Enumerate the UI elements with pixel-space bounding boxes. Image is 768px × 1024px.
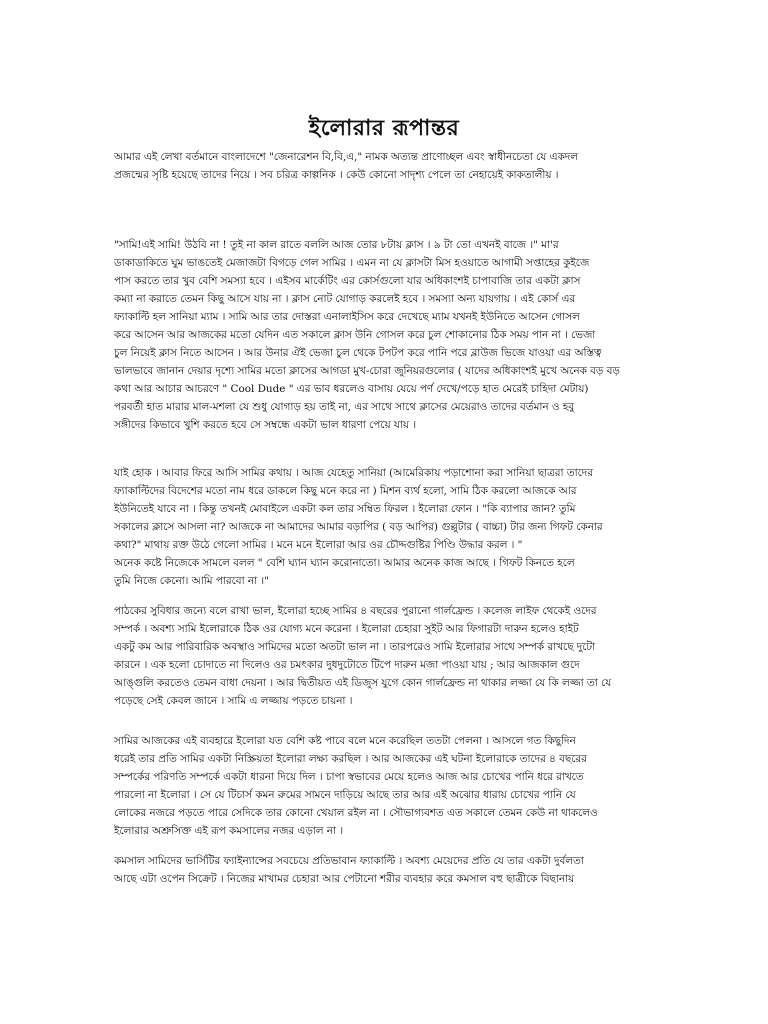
- text-line: করে আসেন আর আজকের মতো যেদিন এত সকালে ক্লাস উনি গোসল করে চুল শোকানোর ঠিক সময় পান না । ভেজা: [114, 329, 596, 341]
- text-line: "সামি!এই সামি! উঠবি না ! তুই না কাল রাতে বললি আজ তোর ৮টায় ক্লাস । ৯ টা তো এখনই বাজে ।" মা'র: [114, 239, 559, 251]
- text-line: সম্পর্কের পরিণতি সম্পর্কে একটা ধারনা দিয়ে দিল । চাপা স্বভাবের মেয়ে হলেও আজ আর চোখের পানি ধরে রাখতে: [114, 771, 584, 783]
- story-paragraph-1: [114, 236, 654, 434]
- text-line: কথা?" মাথায় রক্ত উঠে গেলো সামির । মনে মনে ইলোরা আর ওর চৌদ্দগুষ্টির পিণ্ডি উদ্ধার করল । ": [114, 539, 523, 551]
- text-line: অনেক কষ্টে নিজেকে সামলে বলল " বেশি ঘ্যান ঘ্যান করোনাতো। আমার অনেক কাজ আছে । গিফট কিনতে হলে: [114, 557, 575, 569]
- text-line: সামির আজকের এই ব্যবহারে ইলোরা যত বেশি কষ্ট পাবে বলে মনে করেছিল ততটা পেলনা । আসলে গত কিছুদিন: [114, 735, 576, 747]
- text-line: ধরেই তার প্রতি সামির একটা নিস্ক্রিয়তা ইলোরা লক্ষ্য করছিল । আর আজকের এই ঘটনা ইলোরাকে তাদের ৪ বছরের: [114, 753, 587, 765]
- text-line: পাঠকের সুবিধার জন্যে বলে রাখা ভাল, ইলোরা হচ্ছে সামির ৪ বছরের পুরানো গার্লফ্রেন্ড । কলেজ লাইফ থেকেই ওদের: [114, 605, 597, 617]
- text-line: কমসাল সামিদের ভার্সিটির ফ্যাইন্যান্সের সবচেয়ে প্রতিভাবান ফ্যাকাল্টি । অবশ্য মেয়েদের প্রতি যে তার একটা দুর্বলতা: [114, 855, 584, 867]
- text-line: ইউনিতেই যাবে না । কিন্তু তখনই মোবাইলে একটা কল তার সম্বিত ফিরল । ইলোরা ফোন । "কি ব্যাপার জান? তুমি: [114, 503, 576, 515]
- text-line: ডাকাডাকিতে ঘুম ভাঙতেই মেজাজটা বিগড়ে গেল সামির । এমন না যে ক্লাসটা মিস হওয়াতে আগামী সপ্তাহের কুইজে: [114, 257, 590, 269]
- text-line: আঙ্গুলি করতেও তেমন বাধা দেয়না । আর দ্বিতীয়ত এই ডিজুস যুগে কোন গার্লফ্রেন্ড না থাকার লজ্জা যে কি লজ্জা তা যে: [114, 677, 612, 689]
- text-line: সঙ্গীদের কিভাবে খুশি করতে হবে সে সম্বন্ধে একটা ভাল ধারণা পেয়ে যায় ।: [114, 419, 417, 431]
- document-title: ইলোরার রূপান্তর: [308, 115, 460, 141]
- text-line: ফ্যাকাল্টি হল সানিয়া ম্যাম । সামি আর তার দোস্তরা এনালাইসিস করে দেখেছে ম্যাম যখনই ইউনিতে আসেন গোসল: [114, 311, 580, 323]
- text-line: পরবর্তী হাত মারার মাল-মশলা যে শুধু যোগাড় হয় তাই না, এর সাথে সাথে ক্লাসের মেয়েরাও তাদের বর্তমান ও হবু: [114, 401, 575, 413]
- text-line: লোকের নজরে পড়তে পারে সেদিকে তার কোনো খেয়াল রইল না । সৌভাগ্যবশত এত সকালে তেমন কেউ না থাকলেও: [114, 807, 598, 819]
- story-paragraph-3: [114, 602, 654, 710]
- text-line: পাস করতে তার খুব বেশি সমস্যা হবে । এইসব মার্কেটিং এর কোর্সগুলো যার অধিকাংশই চাপাবাজি তার একটা ক্লাস: [114, 275, 581, 287]
- text-line: যাই হোক । আবার ফিরে আসি সামির কথায় । আজ যেহেতু সানিয়া (আমেরিকায় পড়াশোনা করা সানিয়া ছাত্ররা তাদের: [114, 467, 593, 479]
- story-paragraph-4: [114, 732, 654, 840]
- intro-paragraph: [114, 148, 654, 184]
- text-line: কথা আর আচার আচরণে " Cool Dude " এর ভাব ধরলেও বাসায় যেয়ে পর্ণ দেখে/পড়ে হাত মেরেই চাহিদা মেটায়): [114, 383, 589, 395]
- text-line: আমার এই লেখা বর্তমানে বাংলাদেশে "জেনারেশন বি,বি,এ," নামক অত্যন্ত প্রাণোচ্ছল এবং স্বাধীনচেতা যে একদল: [114, 151, 578, 163]
- text-line: কম্যা না করাতে তেমন কিছু আসে যায় না । ক্লাস নোট যোগাড় করলেই হবে । সমস্যা অন্য যায়গায় । এই কোর্স এর: [114, 293, 576, 305]
- text-line: পড়েছে সেই কেবল জানে । সামি এ লজ্জায় পড়তে চায়না ।: [114, 695, 353, 707]
- text-line: ভালভাবে জানান দেয়ার দৃশ্যে সামির মতো ক্লাসের আগডা মুখ-চোরা জুনিয়রগুলোর ( যাদের অধিকাংশই মুখে অনেক বড় বড়: [114, 365, 620, 377]
- text-line: ইলোরার অশ্রুসিক্ত এই রূপ কমসালের নজর এড়াল না ।: [114, 825, 344, 837]
- text-line: চুল নিয়েই ক্লাস নিতে আসেন । আর উনার ঐই ভেজা চুল থেকে টপটপ করে পানি পরে ব্লাউজ ভিজে যাওয়া এর অস্তিত্ব: [114, 347, 602, 359]
- story-paragraph-2: [114, 464, 654, 590]
- story-paragraph-5: [114, 852, 654, 888]
- text-line: তুমি নিজে কেনো। আমি পারবো না ।": [114, 575, 269, 587]
- text-line: সকালের ক্লাসে আসলা না? আজকে না আমাদের আমার বড়াপির ( বড় আপির) গুল্লুটার ( বাচ্চা) টার জন্য গিফট কেনার: [114, 521, 603, 533]
- text-line: ফ্যাকাল্টিদের বিদেশের মতো নাম ধরে ডাকলে কিছু মনে করে না ) মিশন ব্যর্থ হলো, সামি ঠিক করলো আজকে আর: [114, 485, 577, 497]
- text-line: একটু কম আর পারিবারিক অবস্থাও সামিদের মতো অতটা ভাল না । তারপরেও সামি ইলোরার সাথে সম্পর্ক রাখছে দুটো: [114, 641, 596, 653]
- text-line: পারলো না ইলোরা । সে যে টিচার্স কমন রুমের সামনে দাড়িয়ে আছে তার আর এই অঝোর ধারায় চোখের পানি যে: [114, 789, 576, 801]
- text-line: সম্পর্ক । অবশ্য সামি ইলোরাকে ঠিক ওর যোগ্য মনে করেনা । ইলোরা চেহারা সুইট আর ফিগারটা দারুন হলেও হাইট: [114, 623, 579, 635]
- text-line: কারনে । এক হলো চোদাতে না দিলেও ওর চমৎকার দুধদুটোতে টিপে দারুন মজা পাওয়া যায় ; আর আজকাল গুদে: [114, 659, 580, 671]
- text-line: প্রজন্মের সৃষ্টি হয়েছে তাদের নিয়ে । সব চরিত্র কাল্পনিক । কেউ কোনো সাদৃশ্য পেলে তা নেহায়েই কাকতালীয় ।: [114, 169, 559, 181]
- text-line: আছে এটা ওপেন সিক্রেট । নিজের মাখামর চেহারা আর পেটানো শরীর ব্যবহার করে কমসাল বহু ছাত্রীকে বিছানায়: [114, 873, 575, 885]
